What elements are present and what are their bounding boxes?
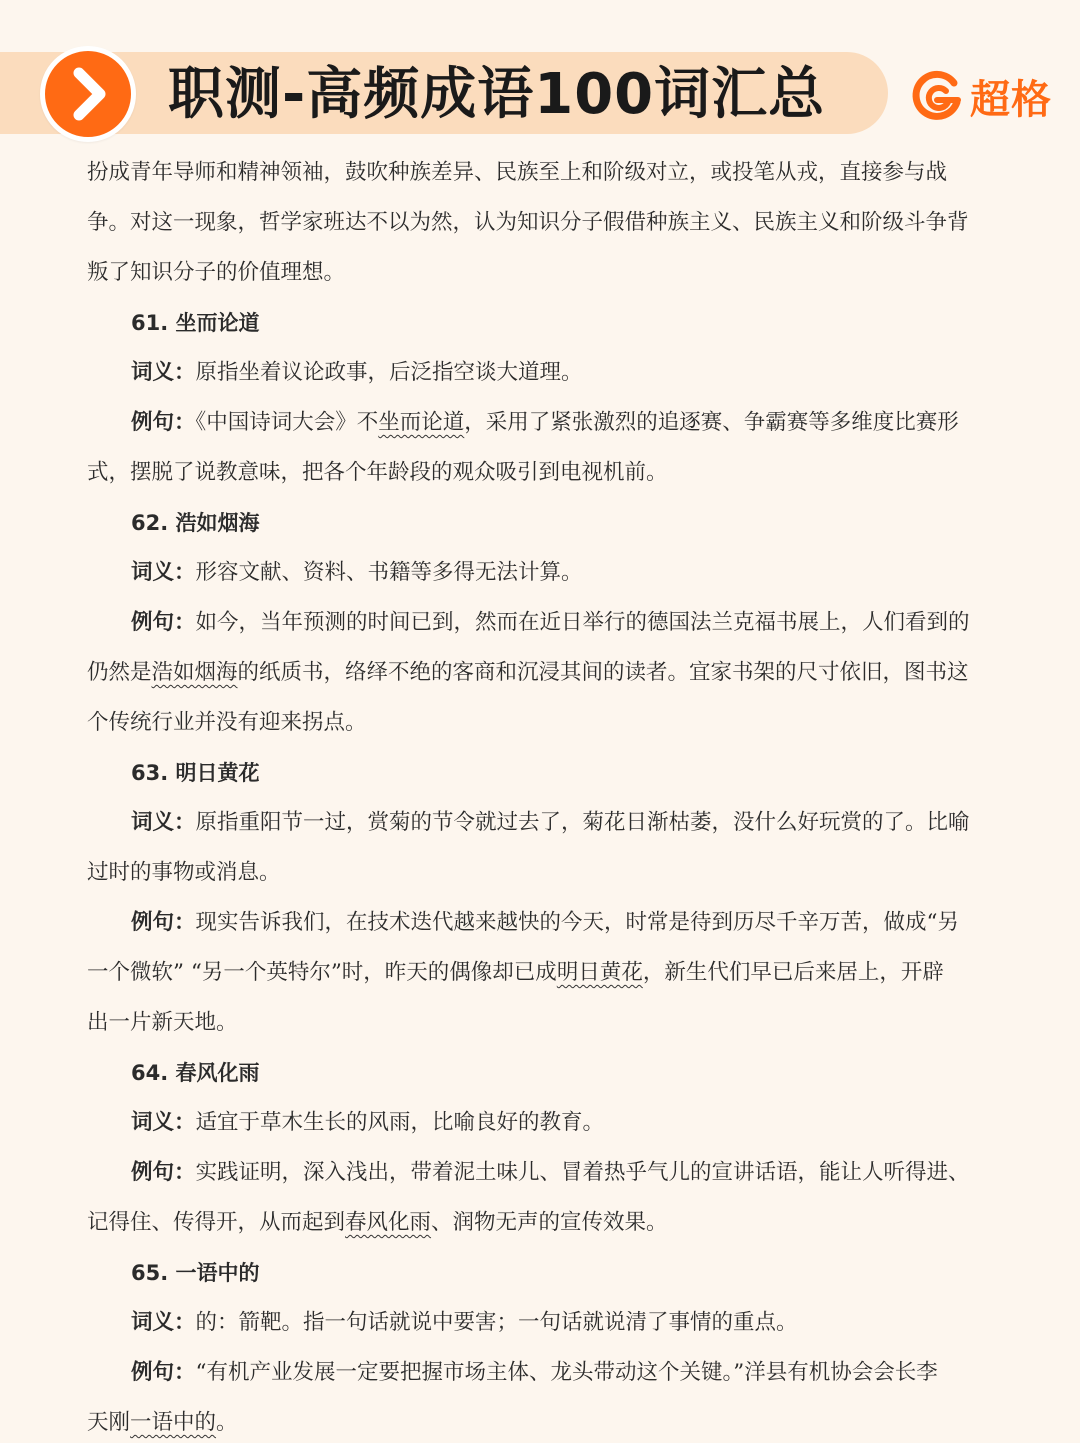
- example-text: 的纸质书，络绎不绝的客商和沉浸其间的读者。宜家书架的尺寸依旧，图书这: [237, 660, 969, 685]
- example-label: 例句：: [131, 910, 196, 935]
- example-label: 例句：: [131, 1160, 196, 1185]
- example-label: 例句：: [131, 410, 196, 435]
- meaning-text: 的：箭靶。指一句话就说中要害；一句话就说清了事情的重点。: [195, 1310, 798, 1335]
- idiom-highlight: 春风化雨: [345, 1210, 432, 1235]
- meaning-text: 原指重阳节一过，赏菊的节令就过去了，菊花日渐枯萎，没什么好玩赏的了。比喻: [195, 810, 970, 835]
- entry-heading: 62. 浩如烟海: [131, 511, 260, 535]
- idiom-highlight: 坐而论道: [378, 410, 465, 435]
- meaning-label: 词义：: [131, 560, 196, 585]
- example-text: ，新生代们早已后来居上，开辟: [642, 960, 944, 985]
- intro-line: 争。对这一现象，哲学家班达不以为然，认为知识分子假借种族主义、民族主义和阶级斗争背: [87, 210, 969, 235]
- example-line: 个传统行业并没有迎来拐点。: [87, 710, 367, 735]
- entry-heading: 61. 坐而论道: [131, 311, 260, 335]
- example-line: 式，摆脱了说教意味，把各个年龄段的观众吸引到电视机前。: [87, 460, 668, 485]
- entry-meaning: [87, 1098, 1002, 1148]
- article-body: [87, 148, 1002, 1443]
- meaning-line: 过时的事物或消息。: [87, 860, 281, 885]
- entry-example: [87, 598, 1002, 648]
- meaning-text: 原指坐着议论政事，后泛指空谈大道理。: [195, 360, 583, 385]
- entry-heading: 64. 春风化雨: [131, 1061, 260, 1085]
- example-line: [87, 948, 1002, 998]
- meaning-label: 词义：: [131, 1110, 196, 1135]
- page-title: 职测-高频成语100词汇总: [168, 62, 826, 127]
- entry-meaning: [87, 548, 1002, 598]
- meaning-label: 词义：: [131, 360, 196, 385]
- example-line: [87, 1198, 1002, 1248]
- entry-meaning: [87, 348, 1002, 398]
- brand-name: 超格: [970, 76, 1052, 123]
- idiom-highlight: 浩如烟海: [151, 660, 238, 685]
- brand: [910, 66, 1052, 126]
- example-text: 一个微软” “另一个英特尔”时，昨天的偶像却已成: [87, 960, 557, 985]
- entry-meaning: [87, 1298, 1002, 1348]
- example-label: 例句：: [131, 610, 196, 635]
- meaning-label: 词义：: [131, 1310, 196, 1335]
- example-text: 、润物无声的宣传效果。: [431, 1210, 668, 1235]
- entry-example: [87, 398, 1002, 448]
- example-text: 仍然是: [87, 660, 152, 685]
- entry-example: [87, 898, 1002, 948]
- example-text: 如今，当年预测的时间已到，然而在近日举行的德国法兰克福书展上，人们看到的: [195, 610, 970, 635]
- idiom-highlight: 明日黄花: [556, 960, 643, 985]
- chevron-right-icon: [40, 46, 136, 142]
- intro-line: 叛了知识分子的价值理想。: [87, 260, 346, 285]
- example-line: [87, 1398, 1002, 1443]
- example-text: 天刚: [87, 1410, 131, 1435]
- example-text: 《中国诗词大会》不: [195, 410, 379, 435]
- example-line: [87, 648, 1002, 698]
- example-text: 实践证明，深入浅出，带着泥土味儿、冒着热乎气儿的宣讲话语，能让人听得进、: [195, 1160, 970, 1185]
- entry-heading: 63. 明日黄花: [131, 761, 260, 785]
- meaning-label: 词义：: [131, 810, 196, 835]
- example-text: 现实告诉我们，在技术迭代越来越快的今天，时常是待到历尽千辛万苦，做成“另: [195, 910, 960, 935]
- idiom-highlight: 一语中的: [130, 1410, 217, 1435]
- example-text: ，采用了紧张激烈的追逐赛、争霸赛等多维度比赛形: [464, 410, 959, 435]
- example-text: 。: [216, 1410, 238, 1435]
- intro-line: 扮成青年导师和精神领袖，鼓吹种族差异、民族至上和阶级对立，或投笔从戎，直接参与战: [87, 160, 948, 185]
- brand-g-logo-icon: [910, 69, 964, 123]
- entry-example: [87, 1348, 1002, 1398]
- example-text: 记得住、传得开，从而起到: [87, 1210, 346, 1235]
- entry-heading: 65. 一语中的: [131, 1261, 260, 1285]
- meaning-text: 形容文献、资料、书籍等多得无法计算。: [195, 560, 583, 585]
- entry-example: [87, 1148, 1002, 1198]
- entry-meaning: [87, 798, 1002, 848]
- example-label: 例句：: [131, 1360, 196, 1385]
- meaning-text: 适宜于草木生长的风雨，比喻良好的教育。: [195, 1110, 605, 1135]
- example-line: 出一片新天地。: [87, 1010, 238, 1035]
- example-text: “有机产业发展一定要把握市场主体、龙头带动这个关键。”洋县有机协会会长李: [195, 1360, 938, 1385]
